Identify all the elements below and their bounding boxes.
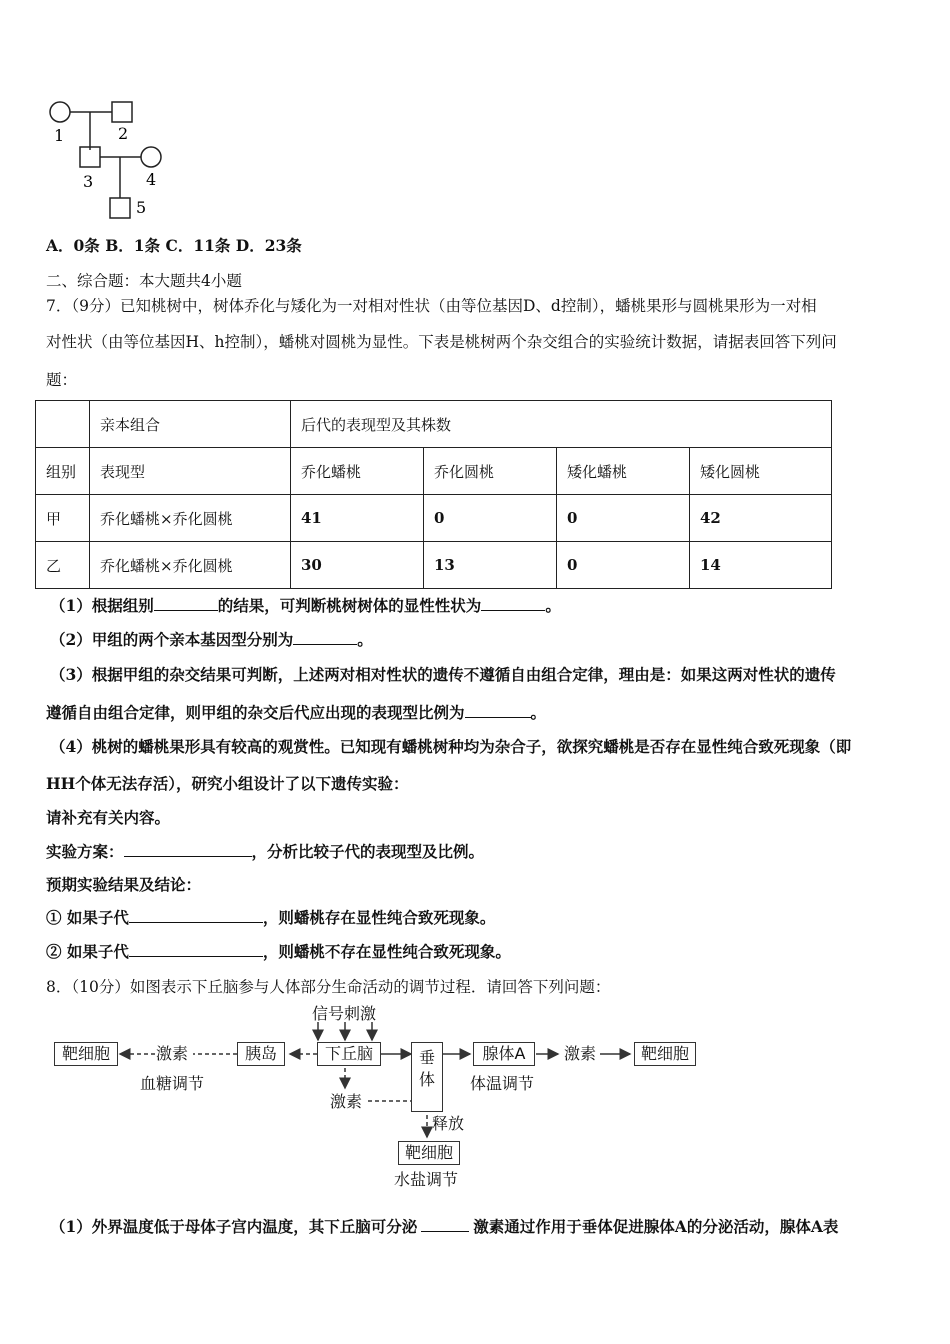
table-header-parent: 亲本组合 xyxy=(90,401,291,448)
table-header-col: 矮化圆桃 xyxy=(690,448,832,495)
pituitary-box xyxy=(411,1042,443,1112)
answer-blank[interactable] xyxy=(129,942,263,957)
q7-sub3-line1: （3）根据甲组的杂交结果可判断，上述两对相对性状的遗传不遵循自由组合定律，理由是：如果这两对性状的遗传 xyxy=(50,665,836,684)
q7-stem-line2: 对性状（由等位基因H、h控制），蟠桃对圆桃为显性。下表是桃树两个杂交组合的实验统计数据，请据表回答下列问 xyxy=(46,333,837,351)
temperature-label: 体温调节 xyxy=(470,1074,535,1093)
regulation-diagram xyxy=(0,1000,950,1200)
table-header-col: 矮化蟠桃 xyxy=(557,448,690,495)
answer-blank[interactable] xyxy=(481,596,545,611)
target-cell-box: 靶细胞 xyxy=(634,1042,696,1066)
table-cell-value: 42 xyxy=(690,495,832,542)
q7-result-2-text-b: ，则蟠桃不存在显性纯合致死现象。 xyxy=(262,942,511,961)
pedigree-label-1: 1 xyxy=(54,126,65,145)
pedigree-female-4 xyxy=(141,147,161,167)
answer-blank[interactable] xyxy=(421,1217,469,1232)
q7-result-1 xyxy=(46,908,495,928)
q7-result-2-text-a: ② 如果子代 xyxy=(46,942,129,961)
answer-blank[interactable] xyxy=(465,703,531,718)
q7-result-2 xyxy=(46,942,511,962)
signal-label: 信号刺激 xyxy=(312,1004,377,1023)
q7-stem-line3: 题： xyxy=(46,371,78,389)
q7-sub4-line1: （4）桃树的蟠桃果形具有较高的观赏性。已知现有蟠桃树种均为杂合子，欲探究蟠桃是否存在显性纯合致死现象（即 xyxy=(50,737,852,756)
q8-sub1-text-b: 激素通过作用于垂体促进腺体A的分泌活动，腺体A表 xyxy=(473,1217,839,1236)
gland-a-box: 腺体A xyxy=(473,1042,535,1066)
target-cell-box: 靶细胞 xyxy=(398,1141,460,1165)
q7-sub4-line2: HH个体无法存活），研究小组设计了以下遗传实验： xyxy=(46,774,409,793)
table-header-group: 组别 xyxy=(36,448,90,495)
table-header-row-2 xyxy=(36,448,832,495)
answer-blank[interactable] xyxy=(293,630,357,645)
q7-sub4-line3: 请补充有关内容。 xyxy=(46,808,171,827)
pedigree-label-4: 4 xyxy=(146,170,157,189)
q7-stem-line1: 7．（9分）已知桃树中，树体乔化与矮化为一对相对性状（由等位基因D、d控制），蟠桃果形与圆桃果形为一对相 xyxy=(46,297,817,315)
table-row xyxy=(36,495,832,542)
table-header-col: 乔化蟠桃 xyxy=(291,448,424,495)
water-salt-label: 水盐调节 xyxy=(394,1170,459,1189)
q7-sub1-text-c: 。 xyxy=(545,596,561,615)
table-cell-value: 41 xyxy=(291,495,424,542)
q7-sub3-text-c: 。 xyxy=(530,703,547,722)
diagram-arrows xyxy=(0,1000,950,1200)
section-heading: 二、综合题：本大题共4小题 xyxy=(46,272,242,290)
table-cell-parents: 乔化蟠桃×乔化圆桃 xyxy=(90,495,291,542)
table-header-row-1 xyxy=(36,401,832,448)
q7-sub1 xyxy=(50,596,561,616)
answer-blank[interactable] xyxy=(129,908,263,923)
pedigree-female-1 xyxy=(50,102,70,122)
table-cell-parents: 乔化蟠桃×乔化圆桃 xyxy=(90,542,291,589)
q7-sub1-text-a: （1）根据组别 xyxy=(50,596,154,615)
q7-plan-text-b: ，分析比较子代的表现型及比例。 xyxy=(251,842,485,861)
table-cell-value: 0 xyxy=(424,495,557,542)
q7-sub1-text-b: 的结果，可判断桃树树体的显性性状为 xyxy=(217,596,482,615)
q8-sub1 xyxy=(50,1217,838,1237)
blood-sugar-label: 血糖调节 xyxy=(140,1074,205,1093)
q8-stem: 8．（10分）如图表示下丘脑参与人体部分生命活动的调节过程．请回答下列问题： xyxy=(46,978,611,996)
table-cell-value: 0 xyxy=(557,542,690,589)
q7-result-1-text-a: ① 如果子代 xyxy=(46,908,129,927)
table-cell-group: 乙 xyxy=(36,542,90,589)
q8-sub1-text-a: （1）外界温度低于母体子宫内温度，其下丘脑可分泌 xyxy=(50,1217,418,1236)
pedigree-label-3: 3 xyxy=(83,172,94,191)
table-cell-empty xyxy=(36,401,90,448)
answer-blank[interactable] xyxy=(154,596,218,611)
q7-plan-text-a: 实验方案： xyxy=(46,842,124,861)
table-cell-value: 13 xyxy=(424,542,557,589)
table-header-col: 乔化圆桃 xyxy=(424,448,557,495)
table-header-offspring: 后代的表现型及其株数 xyxy=(291,401,832,448)
table-cell-group: 甲 xyxy=(36,495,90,542)
target-cell-box: 靶细胞 xyxy=(54,1042,118,1066)
q7-plan xyxy=(46,842,484,862)
pedigree-male-2 xyxy=(112,102,132,122)
table-row xyxy=(36,542,832,589)
table-cell-value: 0 xyxy=(557,495,690,542)
q7-sub2 xyxy=(50,630,373,650)
pedigree-chart xyxy=(40,95,180,220)
answer-blank[interactable] xyxy=(124,842,252,857)
hormone-label: 激素 xyxy=(564,1044,597,1063)
q7-sub2-text-a: （2）甲组的两个亲本基因型分别为 xyxy=(50,630,294,649)
q7-sub3-text-b: 遵循自由组合定律，则甲组的杂交后代应出现的表现型比例为 xyxy=(46,703,465,722)
pituitary-label: 垂体 xyxy=(418,1048,435,1089)
release-label: 释放 xyxy=(432,1114,465,1133)
q7-expect: 预期实验结果及结论： xyxy=(46,875,202,894)
q7-sub2-text-b: 。 xyxy=(357,630,373,649)
cross-data-table xyxy=(35,400,832,589)
table-cell-value: 14 xyxy=(690,542,832,589)
q6-options: A．0条 B．1条 C．11条 D．23条 xyxy=(46,236,302,255)
q7-sub3-line2 xyxy=(46,703,546,723)
pedigree-label-5: 5 xyxy=(136,198,147,217)
hormone-label: 激素 xyxy=(156,1044,189,1063)
hypothalamus-box: 下丘脑 xyxy=(317,1042,381,1066)
q7-result-1-text-b: ，则蟠桃存在显性纯合致死现象。 xyxy=(262,908,496,927)
table-header-phenotype: 表现型 xyxy=(90,448,291,495)
pedigree-label-2: 2 xyxy=(118,124,129,143)
pedigree-male-5 xyxy=(110,198,130,218)
hormone-label: 激素 xyxy=(330,1092,363,1111)
pancreas-box: 胰岛 xyxy=(237,1042,285,1066)
table-cell-value: 30 xyxy=(291,542,424,589)
